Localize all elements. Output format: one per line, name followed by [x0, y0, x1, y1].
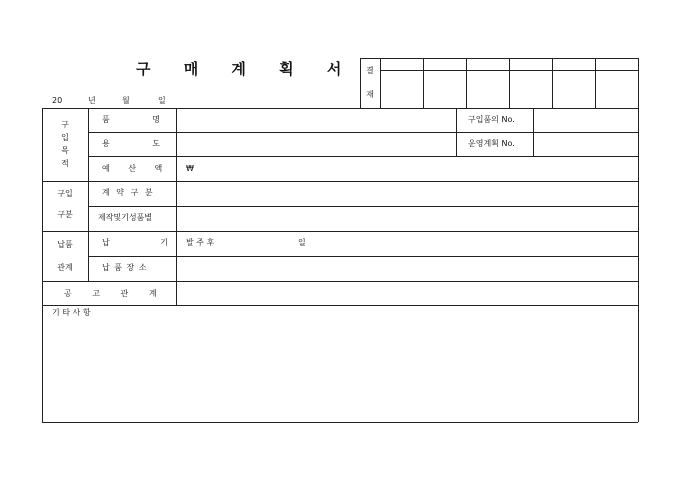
page-title: 구 매 계 획 서	[136, 60, 356, 78]
purchase-purpose-label-3: 목	[61, 146, 69, 155]
due-date-prefix: 발 주 후	[186, 238, 215, 247]
delivery-place-label: 납 품 장 소	[102, 263, 147, 272]
use-label: 용 도	[102, 139, 160, 148]
purchase-purpose-label-2: 입	[61, 133, 69, 142]
manufacture-label: 제작및기성품별	[98, 213, 153, 222]
plan-no-label: 운영계획 No.	[468, 139, 515, 148]
date-month: 월	[122, 96, 130, 105]
delivery-label-2: 관계	[57, 263, 73, 272]
approval-label-top: 결	[366, 66, 374, 75]
purchase-purpose-label-4: 적	[61, 159, 69, 168]
date-year-unit: 년	[88, 96, 96, 105]
purchase-purpose-label-1: 구	[61, 120, 69, 129]
date-year: 20	[52, 96, 63, 105]
approval-label-bottom: 재	[366, 90, 374, 99]
notice-label: 공 고 관 계	[64, 289, 157, 298]
misc-label: 기 타 사 항	[52, 308, 91, 317]
budget-label: 예 산 액	[102, 164, 163, 173]
purchase-type-label-2: 구분	[57, 210, 73, 219]
due-date-label: 납 기	[102, 238, 168, 247]
date-day: 일	[158, 96, 166, 105]
delivery-label-1: 납품	[57, 240, 73, 249]
budget-value: ₩	[186, 164, 194, 173]
purchase-type-label-1: 구입	[57, 189, 73, 198]
contract-type-label: 계 약 구 분	[102, 188, 153, 197]
due-date-suffix: 일	[298, 238, 306, 247]
item-name-label: 품 명	[102, 115, 160, 124]
request-no-label: 구입품의 No.	[468, 115, 515, 124]
